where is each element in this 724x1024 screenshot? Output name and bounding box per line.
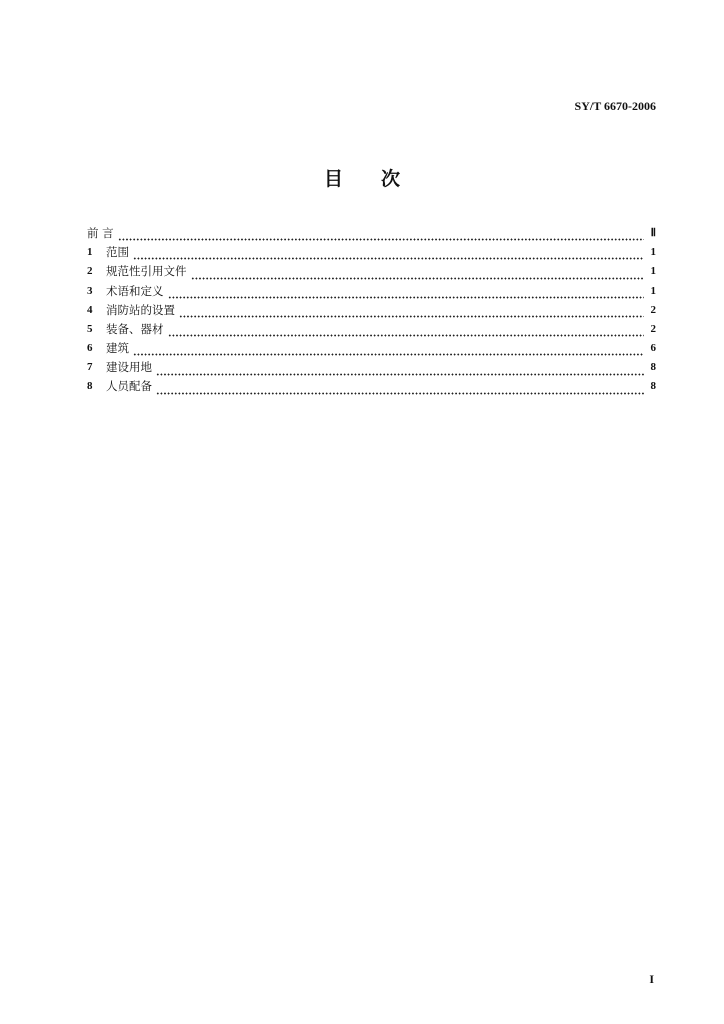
- toc-entry-4[interactable]: [87, 301, 656, 320]
- toc-entry-5[interactable]: [87, 320, 656, 339]
- toc-entry-page: 2: [650, 322, 656, 335]
- document-code: SY/T 6670-2006: [574, 99, 656, 113]
- toc-entry-number: 2: [87, 265, 93, 278]
- dot-leader: [156, 364, 644, 378]
- toc-entry-2[interactable]: [87, 262, 656, 281]
- toc-entry-page: 1: [650, 284, 656, 297]
- toc-entry-page: 1: [650, 246, 656, 259]
- toc-entry-page: 8: [650, 380, 656, 393]
- dot-leader: [133, 248, 644, 262]
- toc-entry-page: Ⅱ: [650, 226, 656, 239]
- toc-entry-6[interactable]: [87, 339, 656, 358]
- toc-entry-number: 1: [87, 246, 93, 259]
- toc-entry-foreword[interactable]: [87, 224, 656, 243]
- toc-entry-title: 规范性引用文件: [106, 264, 187, 279]
- toc-entry-page: 6: [650, 342, 656, 355]
- toc-entry-1[interactable]: [87, 243, 656, 262]
- toc-entry-title: 消防站的设置: [106, 302, 175, 317]
- dot-leader: [133, 344, 644, 358]
- toc-entry-3[interactable]: [87, 282, 656, 301]
- toc-entry-title: 建设用地: [106, 360, 152, 375]
- toc-entry-number: 5: [87, 322, 93, 335]
- toc-entry-page: 8: [650, 361, 656, 374]
- table-of-contents: [87, 224, 656, 397]
- toc-entry-number: 4: [87, 303, 93, 316]
- dot-leader: [156, 383, 644, 397]
- page-number: I: [649, 972, 654, 986]
- dot-leader: [118, 229, 644, 243]
- dot-leader: [179, 306, 644, 320]
- toc-entry-number: 8: [87, 380, 93, 393]
- toc-entry-title: 术语和定义: [106, 283, 164, 298]
- toc-entry-number: 6: [87, 342, 93, 355]
- toc-entry-8[interactable]: [87, 378, 656, 397]
- toc-entry-title: 装备、器材: [106, 321, 164, 336]
- toc-entry-title: 人员配备: [106, 379, 152, 394]
- toc-entry-title: 建筑: [106, 341, 129, 356]
- toc-entry-title: 范围: [106, 245, 129, 260]
- title-char-1: 目: [323, 168, 343, 190]
- toc-entry-page: 1: [650, 265, 656, 278]
- dot-leader: [168, 325, 645, 339]
- toc-entry-number: 3: [87, 284, 93, 297]
- title-char-2: 次: [381, 168, 401, 190]
- toc-entry-7[interactable]: [87, 358, 656, 377]
- page-title: [0, 164, 724, 191]
- dot-leader: [168, 287, 645, 301]
- toc-entry-page: 2: [650, 303, 656, 316]
- toc-entry-title: 前 言: [87, 225, 114, 240]
- dot-leader: [191, 268, 645, 282]
- toc-entry-number: 7: [87, 361, 93, 374]
